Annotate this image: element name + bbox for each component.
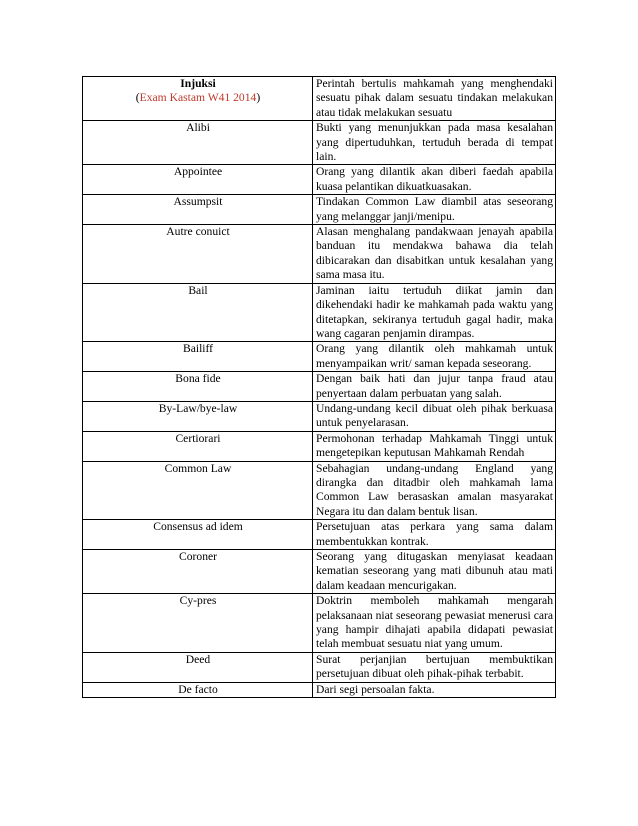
term-cell: Bail: [83, 283, 313, 342]
legal-glossary-table: [82, 76, 556, 698]
definition-cell: Doktrin memboleh mahkamah mengarah pelaksanaan niat seseorang pewasiat menerusi cara yang hampir dihajati apabila didapati pewasiat telah membuat sesuatu niat yang umum.: [313, 594, 556, 653]
definition-cell: Undang-undang kecil dibuat oleh pihak berkuasa untuk penyelarasan.: [313, 401, 556, 431]
table-row: [83, 461, 556, 520]
term-cell: Consensus ad idem: [83, 520, 313, 550]
term-cell: De facto: [83, 682, 313, 697]
table-row: [83, 283, 556, 342]
term-cell: Alibi: [83, 121, 313, 165]
table-row: [83, 225, 556, 284]
table-row: [83, 121, 556, 165]
definition-cell: Dengan baik hati dan jujur tanpa fraud atau penyertaan dalam perbuatan yang salah.: [313, 372, 556, 402]
term-cell: By-Law/bye-law: [83, 401, 313, 431]
definition-cell: Permohonan terhadap Mahkamah Tinggi untuk mengetepikan keputusan Mahkamah Rendah: [313, 431, 556, 461]
definition-cell: Alasan menghalang pandakwaan jenayah apabila banduan itu mendakwa bahawa dia telah dibicarakan dan disabitkan untuk kesalahan yang sama masa itu.: [313, 225, 556, 284]
table-row: [83, 401, 556, 431]
definition-cell: Orang yang dilantik oleh mahkamah untuk menyampaikan writ/ saman kepada seseorang.: [313, 342, 556, 372]
table-row: [83, 652, 556, 682]
term-cell: Certiorari: [83, 431, 313, 461]
term-cell: Common Law: [83, 461, 313, 520]
term-cell: Deed: [83, 652, 313, 682]
definition-cell: Sebahagian undang-undang England yang dirangka dan ditadbir oleh mahkamah lama Common Law berasaskan amalan masyarakat Negara itu dan dalam bentuk lisan.: [313, 461, 556, 520]
term-cell: Appointee: [83, 165, 313, 195]
term-cell: Coroner: [83, 550, 313, 594]
definition-cell: Perintah bertulis mahkamah yang menghendaki sesuatu pihak dalam sesuatu tindakan melakukan atau tidak melakukan sesuatu: [313, 77, 556, 121]
term-cell: Assumpsit: [83, 195, 313, 225]
definition-cell: Orang yang dilantik akan diberi faedah apabila kuasa pelantikan dikuatkuasakan.: [313, 165, 556, 195]
term-cell: [83, 77, 313, 121]
definition-cell: Dari segi persoalan fakta.: [313, 682, 556, 697]
definition-cell: Seorang yang ditugaskan menyiasat keadaan kematian seseorang yang mati dibunuh atau mati dalam keadaan mencurigakan.: [313, 550, 556, 594]
table-row-header-term: [83, 77, 556, 121]
term-cell: Autre conuict: [83, 225, 313, 284]
table-row: [83, 165, 556, 195]
term-cell: Bona fide: [83, 372, 313, 402]
glossary-table-body: [83, 77, 556, 698]
table-row: [83, 342, 556, 372]
definition-cell: Jaminan iaitu tertuduh diikat jamin dan dikehendaki hadir ke mahkamah pada waktu yang ditetapkan, sekiranya tertuduh gagal hadir, maka wang cagaran penjamin dirampas.: [313, 283, 556, 342]
term-cell: Bailiff: [83, 342, 313, 372]
definition-cell: Bukti yang menunjukkan pada masa kesalahan yang dipertuduhkan, tertuduh berada di tempat lain.: [313, 121, 556, 165]
definition-cell: Surat perjanjian bertujuan membuktikan persetujuan dibuat oleh pihak-pihak terbabit.: [313, 652, 556, 682]
table-row: [83, 195, 556, 225]
table-row: [83, 550, 556, 594]
table-row: [83, 520, 556, 550]
definition-cell: Tindakan Common Law diambil atas seseorang yang melanggar janji/menipu.: [313, 195, 556, 225]
exam-note-close: ): [256, 91, 261, 105]
table-row: [83, 372, 556, 402]
exam-note-open: (: [135, 91, 140, 105]
exam-note-highlight: Exam Kastam W41 2014: [139, 91, 257, 105]
definition-cell: Persetujuan atas perkara yang sama dalam membentukkan kontrak.: [313, 520, 556, 550]
term-cell: Cy-pres: [83, 594, 313, 653]
table-row: [83, 431, 556, 461]
term-text: Injuksi: [180, 77, 216, 90]
table-row: [83, 682, 556, 697]
table-row: [83, 594, 556, 653]
exam-note: [136, 91, 260, 104]
